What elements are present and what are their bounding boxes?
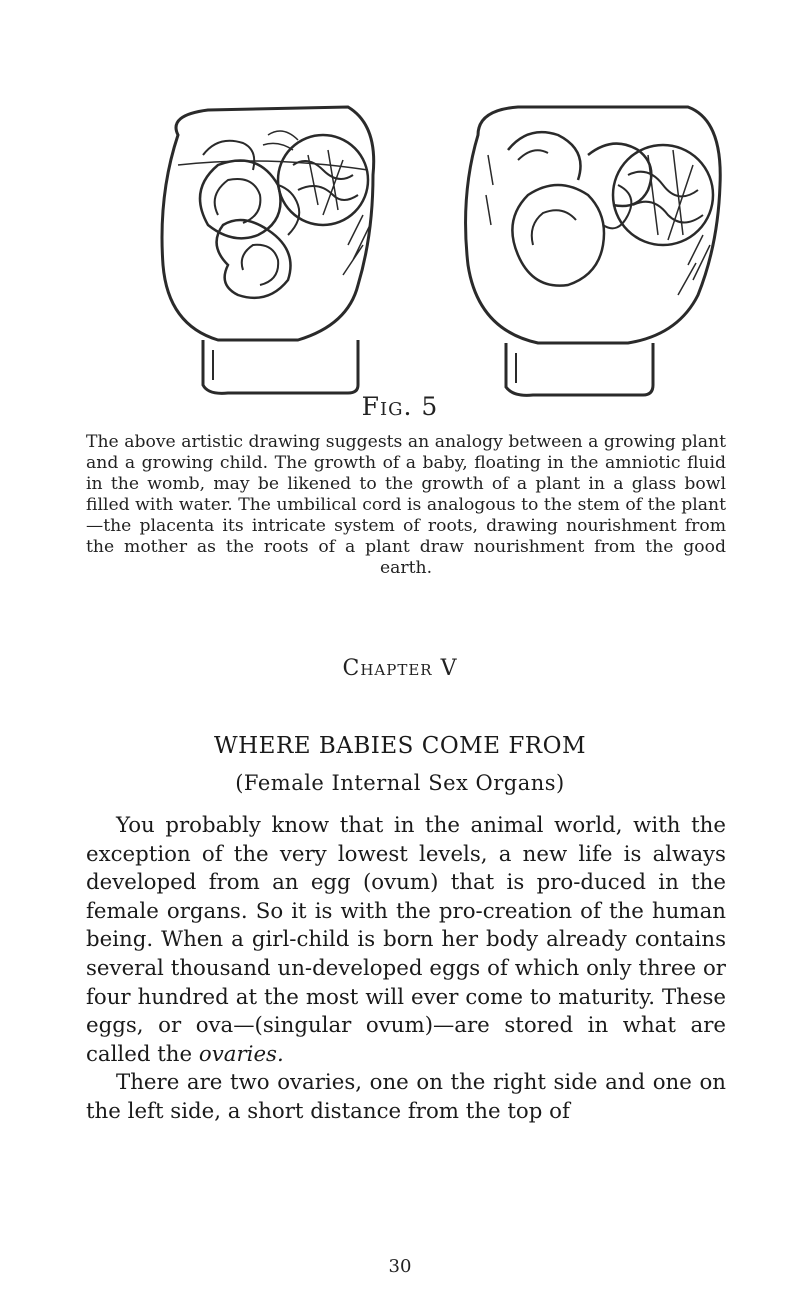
page-number: 30 xyxy=(388,1256,412,1277)
figure-caption-rest: ig. 5 xyxy=(380,392,439,421)
chapter-subtitle: (Female Internal Sex Organs) xyxy=(235,771,565,795)
figure-caption-prefix: F xyxy=(361,392,381,421)
chapter-heading: Chapter V xyxy=(342,656,458,681)
body-paragraph-1-text: You probably know that in the animal world, with the exception of the very lowest levels, a new life is always developed from an egg (ovum) that is pro-duced in the female organs. So it is with the pro-creation of the human being. When a girl-child is born her body already contains several thousand un-developed eggs of which only three or four hundred at the most will ever come to maturity. These eggs, or ova—(singular ovum)—are stored in what are called the xyxy=(86,813,726,1067)
plant-bowl-drawing xyxy=(162,107,374,393)
ovaries-term: ovaries. xyxy=(198,1041,284,1067)
body-paragraph-2: There are two ovaries, one on the right side and one on the left side, a short distance from the top of xyxy=(86,1070,726,1124)
chapter-title: WHERE BABIES COME FROM xyxy=(213,733,587,759)
figure-caption xyxy=(0,392,800,421)
womb-and-plant-bowl-illustration xyxy=(148,95,728,405)
womb-drawing xyxy=(466,107,721,395)
figure-description: The above artistic drawing suggests an analogy between a growing plant and a growing child. The growth of a baby, floating in the amniotic fluid in the womb, may be likened to the growth of a plant in a glass bowl filled with water. The umbilical cord is analogous to the stem of the plant—the placenta its intricate system of roots, drawing nourishment from the mother as the roots of a plant draw nourishment from the good earth. xyxy=(86,432,726,578)
body-paragraph-1 xyxy=(86,812,726,1069)
figure-illustration xyxy=(148,95,728,405)
body-text xyxy=(86,812,726,1127)
